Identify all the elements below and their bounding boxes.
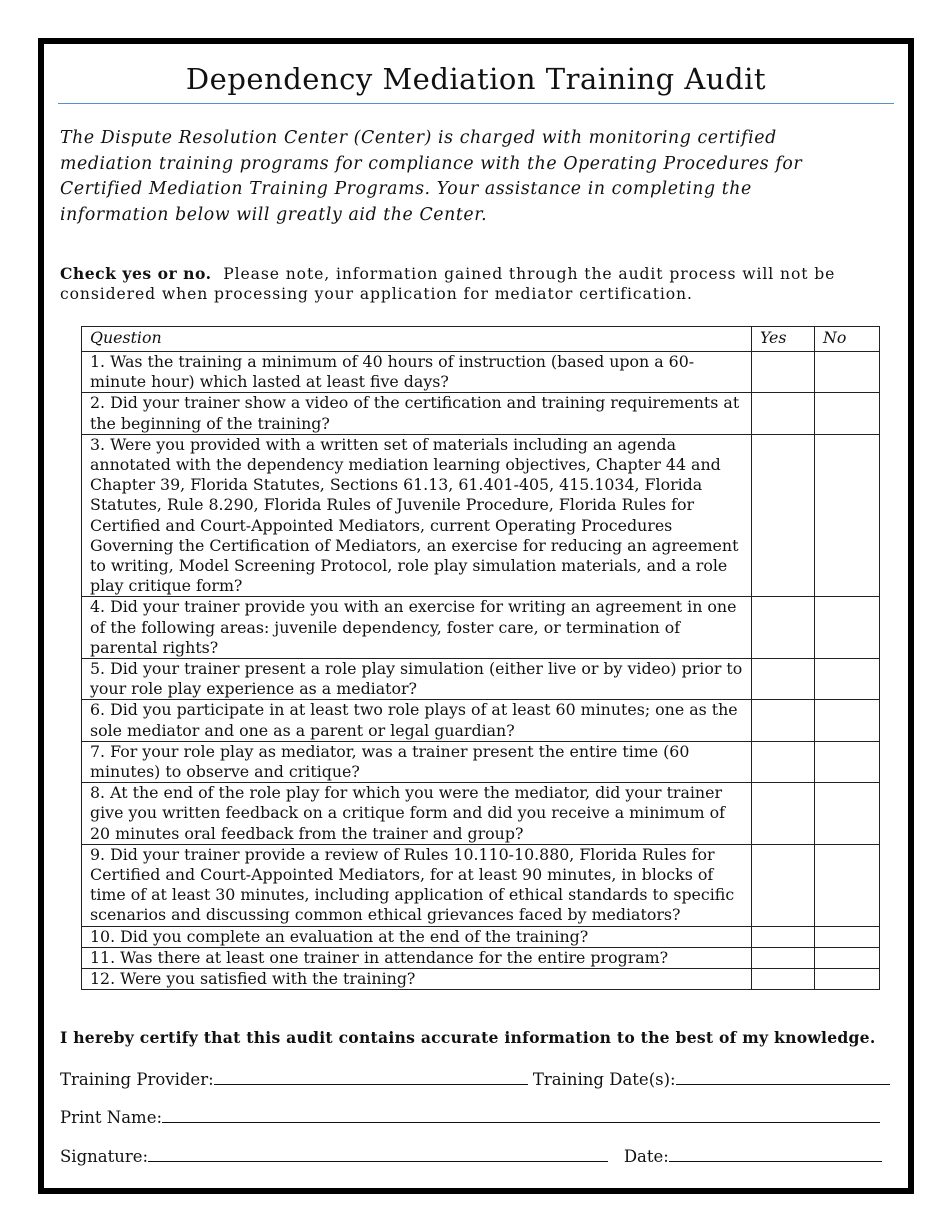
question-1: 1. Was the training a minimum of 40 hours of instruction (based upon a 60-minute hour) which lasted at least five days? [82,352,752,393]
date-label: Date: [623,1147,669,1166]
yes-cell-8[interactable] [752,783,815,845]
table-row [82,926,880,947]
no-cell-10[interactable] [815,926,880,947]
yes-cell-5[interactable] [752,659,815,700]
table-row [82,741,880,782]
yes-cell-2[interactable] [752,393,815,434]
yes-cell-10[interactable] [752,926,815,947]
signature-label: Signature: [60,1147,149,1166]
table-row [82,434,880,597]
training-dates-label: Training Date(s): [532,1070,676,1089]
yes-cell-12[interactable] [752,969,815,990]
header-question: Question [82,327,752,352]
training-provider-line[interactable] [214,1070,528,1085]
table-row [82,947,880,968]
no-cell-7[interactable] [815,741,880,782]
header-yes: Yes [752,327,815,352]
table-row [82,783,880,845]
signature-row [60,1147,886,1166]
no-cell-12[interactable] [815,969,880,990]
no-cell-1[interactable] [815,352,880,393]
print-name-row [60,1108,886,1127]
table-row [82,969,880,990]
table-row [82,393,880,434]
page-border [38,38,914,1194]
instructions-text: Please note, information gained through the audit process will not be considered when processing your application for mediator certification. [60,265,836,303]
title-divider [58,103,894,104]
yes-cell-3[interactable] [752,434,815,597]
signature-line[interactable] [148,1147,608,1162]
question-11: 11. Was there at least one trainer in attendance for the entire program? [82,947,752,968]
yes-cell-1[interactable] [752,352,815,393]
instructions-bold: Check yes or no. [60,264,212,283]
certification-statement: I hereby certify that this audit contains accurate information to the best of my knowledge. [60,1028,876,1047]
question-2: 2. Did your trainer show a video of the certification and training requirements at the beginning of the training? [82,393,752,434]
instructions [60,264,900,304]
question-3: 3. Were you provided with a written set of materials including an agenda annotated with the dependency mediation learning objectives, Chapter 44 and Chapter 39, Florida Statutes, Sections 61.13, 61.401-405, 415.1034, Florida Statutes, Rule 8.290, Florida Rules of Juvenile Procedure, Florida Rules for Certified and Court-Appointed Mediators, current Operating Procedures Governing the Certification of Mediators, an exercise for reducing an agreement to writing, Model Screening Protocol, role play simulation materials, and a role play critique form? [82,434,752,597]
yes-cell-9[interactable] [752,844,815,926]
print-name-line[interactable] [162,1108,880,1123]
yes-cell-6[interactable] [752,700,815,741]
no-cell-11[interactable] [815,947,880,968]
question-6: 6. Did you participate in at least two role plays of at least 60 minutes; one as the sole mediator and one as a parent or legal guardian? [82,700,752,741]
no-cell-2[interactable] [815,393,880,434]
question-4: 4. Did your trainer provide you with an exercise for writing an agreement in one of the following areas: juvenile dependency, foster care, or termination of parental rights? [82,597,752,659]
no-cell-5[interactable] [815,659,880,700]
yes-cell-11[interactable] [752,947,815,968]
header-no: No [815,327,880,352]
table-row [82,597,880,659]
print-name-label: Print Name: [60,1108,163,1127]
table-row [82,700,880,741]
no-cell-8[interactable] [815,783,880,845]
table-row [82,659,880,700]
date-line[interactable] [669,1147,882,1162]
no-cell-3[interactable] [815,434,880,597]
table-row [82,352,880,393]
no-cell-4[interactable] [815,597,880,659]
question-9: 9. Did your trainer provide a review of Rules 10.110-10.880, Florida Rules for Certified and Court-Appointed Mediators, for at least 90 minutes, in blocks of time of at least 30 minutes, including application of ethical standards to specific scenarios and discussing common ethical grievances faced by mediators? [82,844,752,926]
question-5: 5. Did your trainer present a role play simulation (either live or by video) prior to your role play experience as a mediator? [82,659,752,700]
question-8: 8. At the end of the role play for which you were the mediator, did your trainer give you written feedback on a critique form and did you receive a minimum of 20 minutes oral feedback from the trainer and group? [82,783,752,845]
no-cell-6[interactable] [815,700,880,741]
yes-cell-7[interactable] [752,741,815,782]
table-header-row [82,327,880,352]
provider-dates-row [60,1070,886,1089]
intro-paragraph: The Dispute Resolution Center (Center) is charged with monitoring certified mediation training programs for compliance with the Operating Procedures for Certified Mediation Training Programs. Your assistance in completing the information below will greatly aid the Center. [60,128,803,225]
audit-table [81,326,880,990]
page-title: Dependency Mediation Training Audit [185,62,767,96]
yes-cell-4[interactable] [752,597,815,659]
training-dates-line[interactable] [676,1070,890,1085]
training-provider-label: Training Provider: [60,1070,214,1089]
question-12: 12. Were you satisfied with the training? [82,969,752,990]
question-7: 7. For your role play as mediator, was a trainer present the entire time (60 minutes) to observe and critique? [82,741,752,782]
table-row [82,844,880,926]
no-cell-9[interactable] [815,844,880,926]
question-10: 10. Did you complete an evaluation at the end of the training? [82,926,752,947]
